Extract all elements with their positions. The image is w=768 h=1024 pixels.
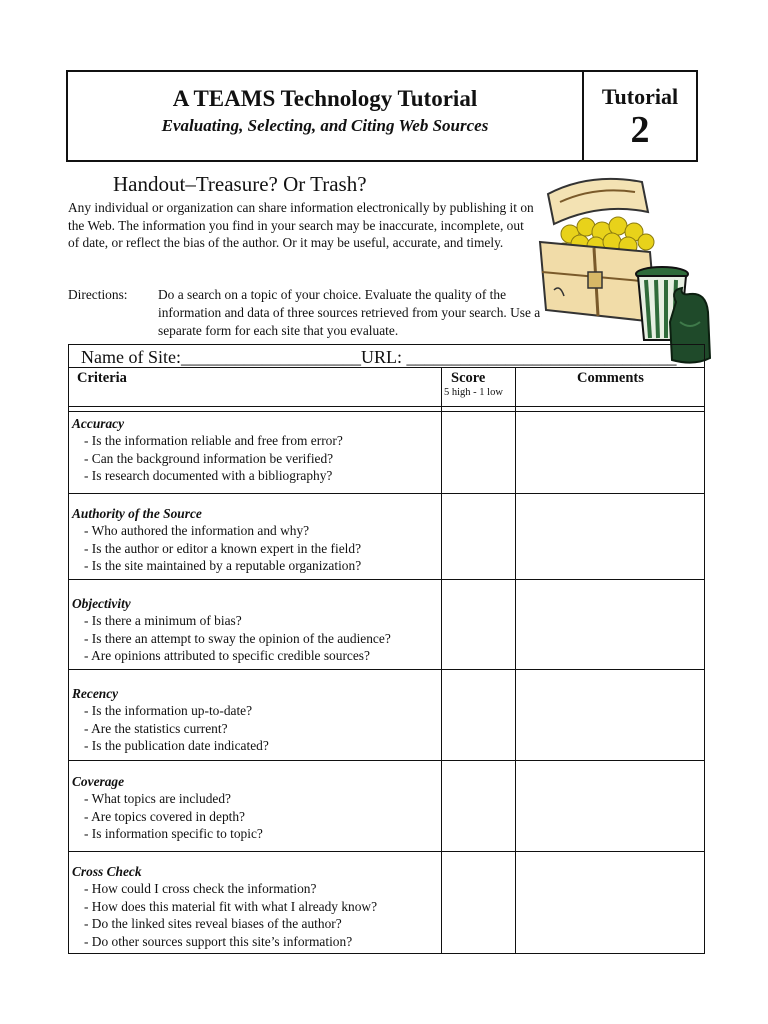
criteria-item: - Is the publication date indicated? — [84, 738, 269, 754]
criteria-item: - Who authored the information and why? — [84, 523, 310, 539]
criteria-item: - Are opinions attributed to specific credible sources? — [84, 648, 370, 664]
criteria-item: - Is research documented with a bibliography? — [84, 468, 333, 484]
criteria-item: - Is there a minimum of bias? — [84, 613, 242, 629]
row-divider — [69, 406, 704, 407]
criteria-item: - Is information specific to topic? — [84, 826, 263, 842]
section-title: Recency — [72, 686, 119, 701]
row-divider — [69, 579, 704, 580]
intro-paragraph: Any individual or organization can share information electronically by publishing it on the Web. The information you find in your search may be inaccurate, incomplete, out of date, or reflect the bias of the author. Or it may be useful, accurate, and timely. — [68, 200, 534, 251]
page-subtitle: Evaluating, Selecting, and Citing Web Sources — [161, 116, 489, 135]
evaluation-form — [68, 344, 705, 954]
tutorial-label: Tutorial — [601, 84, 679, 109]
header-box — [66, 70, 698, 162]
section-title: Cross Check — [72, 864, 142, 879]
section-cross-check — [72, 863, 440, 950]
directions-label: Directions: — [68, 287, 128, 302]
criteria-item: - Is the author or editor a known expert in the field? — [84, 540, 362, 556]
tutorial-number: 2 — [630, 109, 650, 151]
header-main — [68, 72, 584, 160]
row-divider — [69, 760, 704, 761]
criteria-item: - Is the site maintained by a reputable organization? — [84, 558, 362, 574]
row-divider — [69, 851, 704, 852]
site-name-url-field[interactable]: Name of Site:____________________URL: ______________________________ — [81, 347, 677, 367]
page-title: A TEAMS Technology Tutorial — [172, 86, 478, 111]
criteria-item: - Do other sources support this site’s information? — [84, 933, 353, 949]
row-divider — [69, 493, 704, 494]
section-title: Coverage — [72, 774, 125, 789]
column-divider — [515, 367, 516, 953]
section-authority — [72, 505, 440, 575]
column-divider — [441, 367, 442, 953]
criteria-item: - How does this material fit with what I already know? — [84, 898, 378, 914]
section-accuracy — [72, 415, 440, 485]
comments-header: Comments — [577, 370, 644, 386]
section-title: Accuracy — [72, 416, 125, 431]
criteria-header: Criteria — [77, 370, 127, 386]
section-recency — [72, 685, 440, 755]
criteria-item: - Can the background information be verified? — [84, 450, 334, 466]
directions-text: Do a search on a topic of your choice. Evaluate the quality of the information and data of three sources retrieved from your search. Use a separate form for each site that you evaluate. — [158, 287, 541, 338]
tutorial-badge — [584, 72, 696, 160]
section-objectivity — [72, 595, 440, 665]
score-header: Score — [451, 370, 486, 386]
treasure-chest-and-trash-can-icon — [530, 172, 716, 368]
criteria-item: - Is the information reliable and free from error? — [84, 433, 343, 449]
row-divider — [69, 669, 704, 670]
section-title: Authority of the Source — [72, 506, 202, 521]
score-scale: 5 high - 1 low — [444, 387, 503, 398]
criteria-item: - Do the linked sites reveal biases of the author? — [84, 916, 342, 932]
directions — [68, 286, 546, 340]
row-divider — [69, 411, 704, 412]
criteria-item: - What topics are included? — [84, 791, 231, 807]
criteria-item: - Are the statistics current? — [84, 720, 228, 736]
criteria-item: - Are topics covered in depth? — [84, 808, 246, 824]
criteria-item: - Is the information up-to-date? — [84, 703, 253, 719]
section-coverage — [72, 773, 440, 843]
criteria-item: - Is there an attempt to sway the opinion of the audience? — [84, 630, 391, 646]
handout-title: Handout–Treasure? Or Trash? — [113, 172, 367, 196]
section-title: Objectivity — [72, 596, 131, 611]
criteria-item: - How could I cross check the information? — [84, 881, 317, 897]
